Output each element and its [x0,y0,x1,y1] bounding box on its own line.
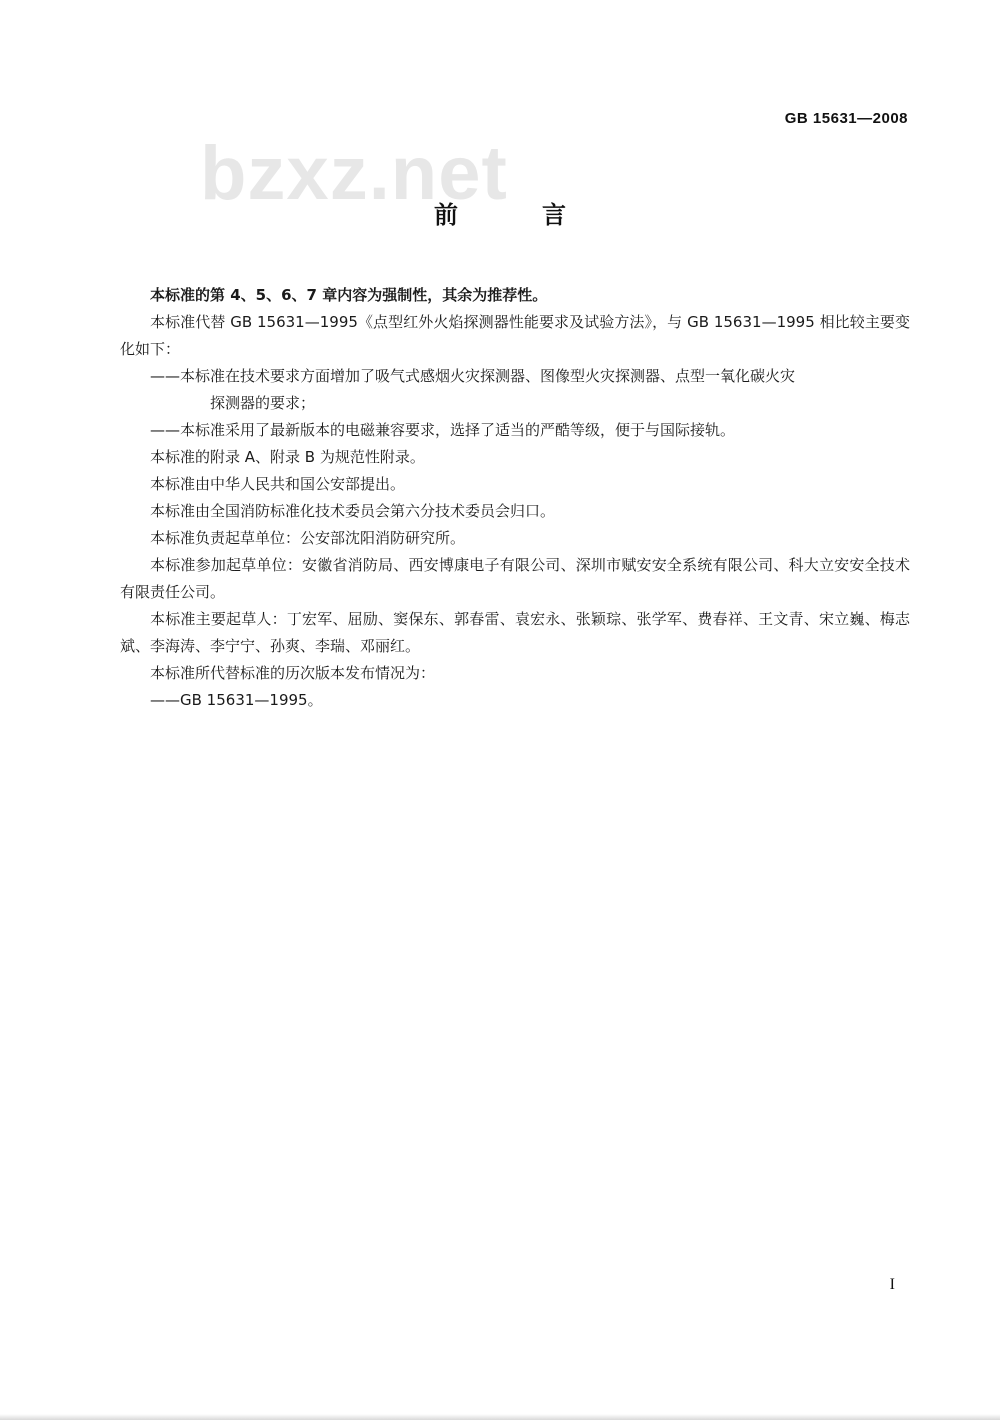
paragraph-mandatory-scope: 本标准的第 4、5、6、7 章内容为强制性，其余为推荐性。 [150,286,548,304]
paragraph-appendix: 本标准的附录 A、附录 B 为规范性附录。 [150,448,425,466]
paragraph-lead-drafter: 本标准负责起草单位：公安部沈阳消防研究所。 [150,529,466,547]
paragraph-committee: 本标准由全国消防标准化技术委员会第六分技术委员会归口。 [150,502,556,520]
watermark: bzxz.net [200,131,508,216]
foreword-body [120,282,910,714]
page-title: 前 言 [434,201,596,229]
paragraph-history: 本标准所代替标准的历次版本发布情况为： [150,664,436,682]
paragraph-replacement: 本标准代替 GB 15631—1995《点型红外火焰探测器性能要求及试验方法》，与 GB 15631—1995 相比较主要变化如下： [120,313,910,358]
page-bottom-edge [0,1414,1000,1420]
paragraph-participating-drafters: 本标准参加起草单位：安徽省消防局、西安博康电子有限公司、深圳市赋安安全系统有限公司、科大立安安全技术有限责任公司。 [120,556,910,601]
list-item-change-1 [120,363,910,417]
list-item-change-1-line1: ——本标准在技术要求方面增加了吸气式感烟火灾探测器、图像型火灾探测器、点型一氧化碳火灾 [150,367,796,385]
paragraph-main-drafters: 本标准主要起草人：丁宏军、屈励、窦保东、郭春雷、袁宏永、张颖琮、张学军、费春祥、王文青、宋立巍、梅志斌、李海涛、李宁宁、孙爽、李瑞、邓丽红。 [120,610,910,655]
list-item-change-1-line2: 探测器的要求； [210,394,316,412]
list-item-history-1: ——GB 15631—1995。 [150,691,323,709]
paragraph-proposer: 本标准由中华人民共和国公安部提出。 [150,475,406,493]
page-number: I [889,1276,895,1293]
standard-code: GB 15631—2008 [784,110,908,127]
list-item-change-2: ——本标准采用了最新版本的电磁兼容要求，选择了适当的严酷等级，便于与国际接轨。 [150,421,736,439]
